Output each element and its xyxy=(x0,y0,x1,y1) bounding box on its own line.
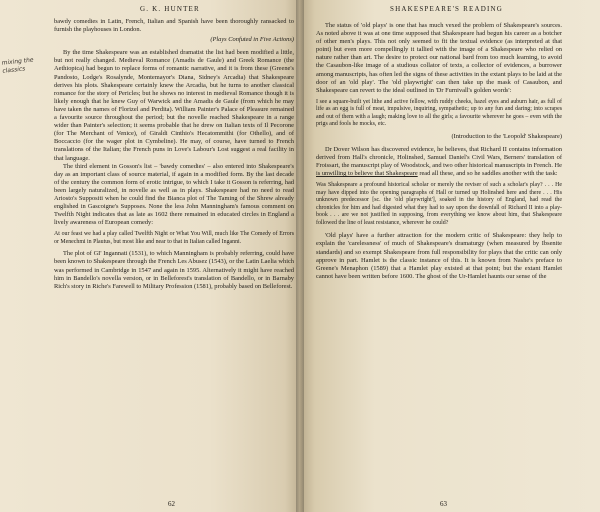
right-running-head: SHAKESPEARE'S READING xyxy=(390,5,503,13)
left-paragraph-2: The third element in Gosson's list – 'bawdy comedies' – also entered into Shakespeare's day as an important class of source material, if again in a modified form. By the last decade of the century the common form of erotic intrigue, to which I take it Gosson is referring, had been largely naturalized, in novelle as well as in plays. Shakespeare had no need to read Ariosto's Suppositi when he could find the Bianca plot of The Taming of the Shrew already englished in Gascoigne's Supposes. None the less John Manningham's famous comment on Twelfth Night indicates that as late as 1602 there remained in educated circles in England a lively awareness of European comedy: xyxy=(54,162,294,227)
para2-end: read all these, and so he saddles another with the task: xyxy=(419,170,558,178)
intro-lines: bawdy comedies in Latin, French, Italian and Spanish have been thoroughly ransacked to furnish the playhouses in London. xyxy=(54,18,294,34)
para2-start: Dr Dover Wilson has discovered evidence, he believes, that Richard II contains information derived from Hall's chronicle, Holinshed, Samuel Daniel's Civil Wars, Berners' translation of Froissart, the manuscript play of Woodstock, and two other historical manuscripts in French. He xyxy=(316,145,562,170)
right-paragraph-1: The status of 'old plays' is one that has much vexed the problem of Shakespeare's sources. As noted above it was at one time supposed that Shakespeare had begun his career as a botcher of other men's plays. This not only seemed to fit the textual evidence (as interpreted at that point) but even more compellingly it tallied with the image of a Shakespeare who relied on nature rather than art. The desire to protect our national bard from too much learning, to avoid the Casaubon-like image of a studious collator of texts, a collector of evidences, a burrower among manuscripts, has often led the signs of these activities in the extant plays to be laid at the door of an 'old play'. The 'old playwright' can then take up the mask of Casaubon, and Shakespeare can revert to the ideal outlined in 'Dr Furnivall's golden words': xyxy=(316,22,562,94)
right-page-number: 63 xyxy=(440,500,447,508)
manningham-quote: At our feast we had a play called Twelfth Night or What You Will, much like The Comedy of Errors or Menechmi in Plautus, but most like and near to that in Italian called Inganni. xyxy=(54,231,294,245)
right-paragraph-3: 'Old plays' have a further attraction for the modern critic of Shakespeare: they help to explain the 'carelessness' of much of Shakespeare's dramaturgy (when measured by Ibsenite standards) and so exempt Shakespeare from full responsibility for plays that the critic can only approve in part. Hamlet is the classic instance of this. It is known from Nashe's preface to Greene's Menaphon (1589) that a Hamlet play existed at that point; but the extant Hamlet cannot have been written before 1600. The ghost of the Ur-Hamlet haunts our sense of the xyxy=(316,232,562,280)
left-paragraph-3: The plot of GI' Ingannati (1531), to which Manningham is probably referring, could have been known to Shakespeare through the French Les Abusez (1543), or the Latin Laelia which was performed in Cambridge in 1547 and again in 1595. Alternatively it might have reached him in Bandello's novella version, or in Belleforest's translation of Bandello, or in Barnaby Rich's story in Riche's Farewell to Military Profession (1581), probably based on Belleforest. xyxy=(54,250,294,290)
right-paragraph-2 xyxy=(316,146,562,178)
underlined-phrase: is unwilling to believe that Shakespeare xyxy=(316,170,418,178)
intro-citation: (Plays Confuted in Five Actions) xyxy=(210,36,294,44)
furnivall-quote: I see a square-built yet lithe and active fellow, with ruddy cheeks, hazel eyes and auburn hair, as full of life as an egg is full of meat, impulsive, inquiring, sympathetic; up to any fun and daring; into scrapes and out of them with a laugh; making love to all the girls; a favourite wherever he goes – even with the prigs and fools he mocks, etc. xyxy=(316,98,562,128)
book-gutter xyxy=(296,0,304,512)
left-running-head: G. K. HUNTER xyxy=(140,5,200,13)
left-page-body xyxy=(54,18,294,291)
furnivall-citation: (Introduction to the 'Leopold' Shakespeare) xyxy=(451,132,562,140)
left-paragraph-1: By the time Shakespeare was an established dramatist the list had been modified a little, but not really changed. Medieval Romance (Amadis de Gaule) and Greek Romance (the Aethiopica) had begun to replace forms of romantic narrative, and it is from these (Greene's Pandosto, Lodge's Rosalynde, Montemayor's Diana, Sidney's Arcadia) that Shakespeare derives his plots. Shakespeare certainly knew the Arcadia, but he turns to another classical romance for the story of Pericles; but he shows no interest in medieval Romance though it is likely enough that he knew Guy of Warwick and the Amadis de Gaule (from which he may have taken the names of Florizel and Perdita). William Painter's Palace of Pleasure remained a favourite source throughout the period; but the novelle reached Shakespeare in a range wider than Painter's selection; it seems probable that he drew on Italian texts of Il Pecorone (for The Merchant of Venice), of Giraldi Cinthio's Hecatommithi (for Othello), and of Boccaccio (for the wager plot in Cymbeline). He may, of course, have turned to French translations of the Italian; the French puns in Love's Labour's Lost suggest a real facility in that language. xyxy=(54,49,294,162)
handwritten-margin-note: mixing the classics xyxy=(1,56,34,75)
left-page-number: 62 xyxy=(168,500,175,508)
dover-wilson-quote: Was Shakespeare a profound historical scholar or merely the reviser of such a scholar's play? . . . He may have dipped into the opening paragraphs of Hall or turned up Holinshed here and there . . . His unknown predecessor [sc. the 'old playwright'], soaked in the history of England, had read the chronicles for him and had digested what they had to say upon the downfall of Richard II into a play-book . . . are we not justified in supposing, from everything we know about him, that Shakespeare followed the line of least resistance, wherever he could? xyxy=(316,182,562,226)
right-page xyxy=(300,0,600,512)
right-page-body xyxy=(316,22,562,281)
